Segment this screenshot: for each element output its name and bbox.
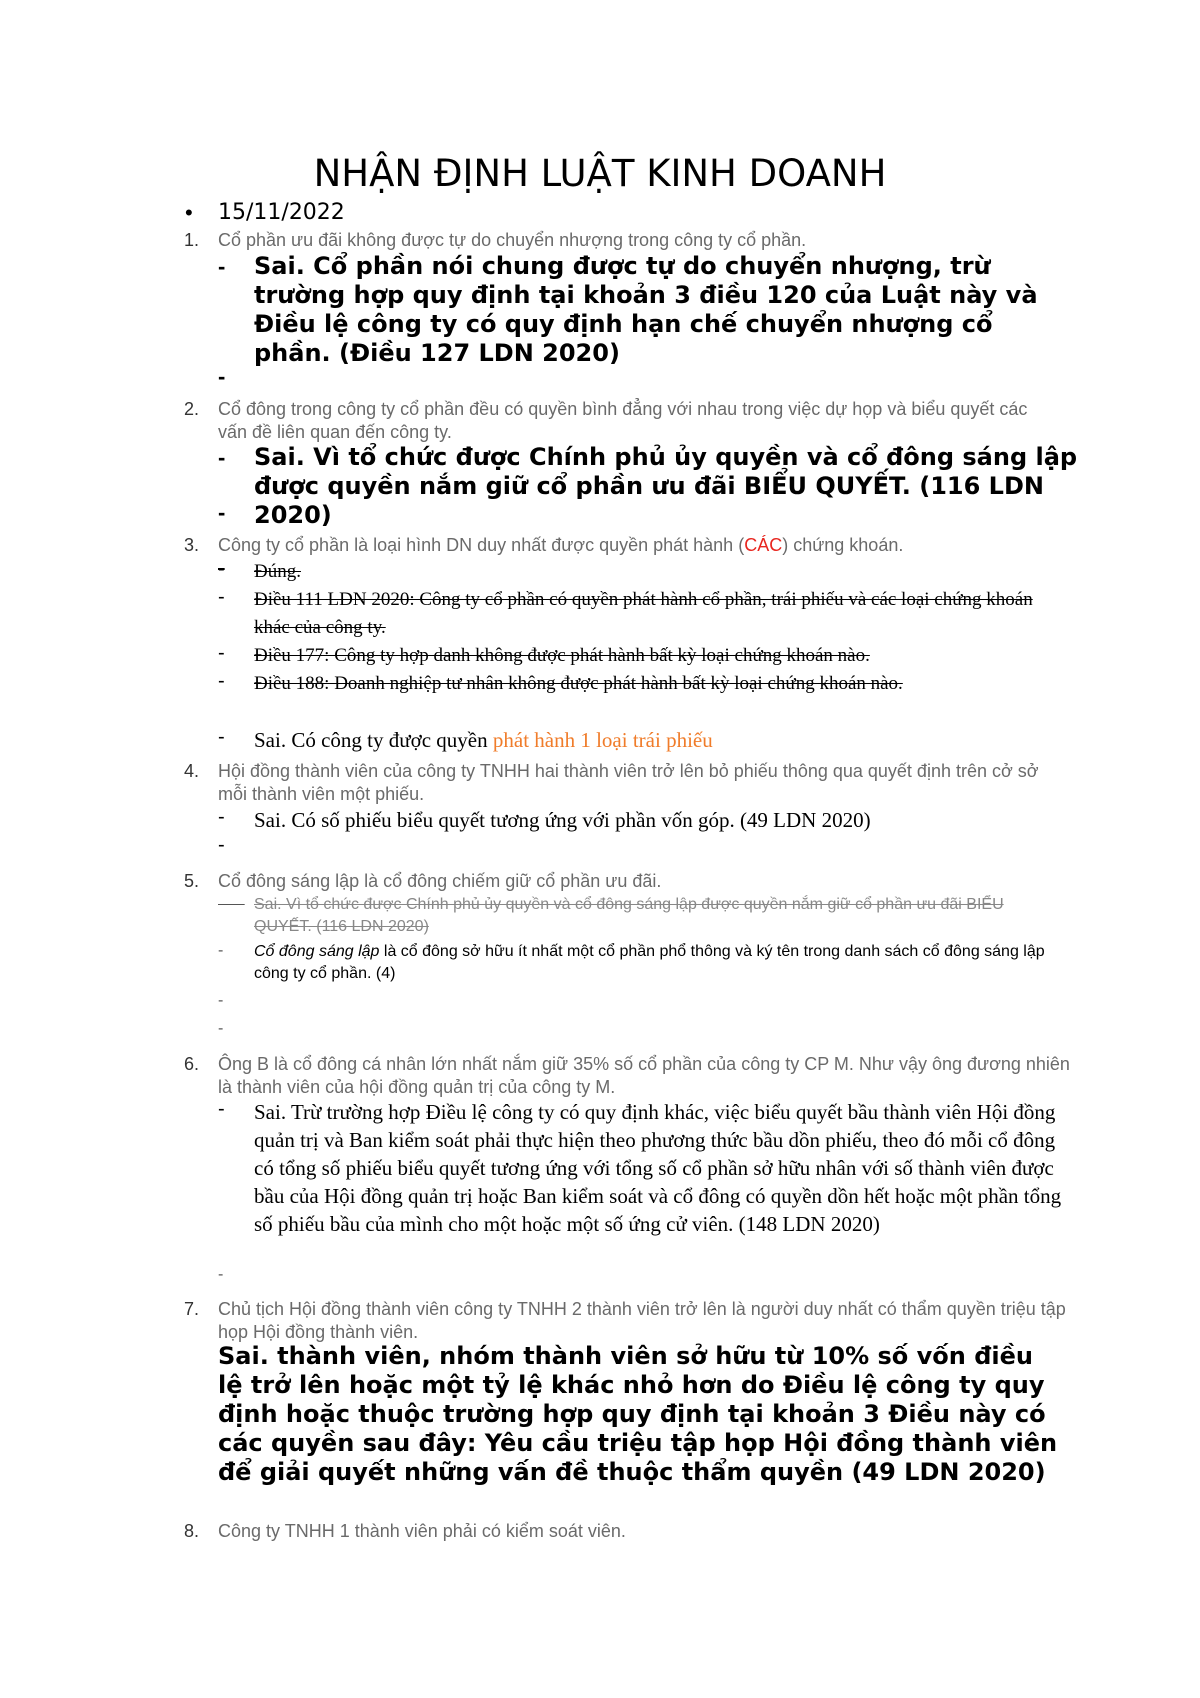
item-number: 8. bbox=[184, 1521, 200, 1541]
answer-text: Sai. Có số phiếu biểu quyết tương ứng với phần vốn góp. (49 LDN 2020) bbox=[254, 808, 871, 832]
question-text: Chủ tịch Hội đồng thành viên công ty TNHH 2 thành viên trở lên là người duy nhất có thẩm quyền triệu tập họp Hội đồng thành viên. bbox=[218, 1299, 1066, 1342]
struck-text: Sai. Vì tổ chức được Chính phủ ủy quyền và cổ đông sáng lập được quyền nắm giữ cổ phần ưu đãi BIỂU QUYẾT. (116 LDN 2020) bbox=[254, 896, 1004, 935]
struck-text: Điều 111 LDN 2020: Công ty cổ phần có quyền phát hành cổ phần, trái phiếu và các loại chứng khoán khác của công ty. bbox=[254, 589, 1033, 638]
item-number: 7. bbox=[184, 1299, 200, 1319]
item-number: 3. bbox=[184, 535, 200, 555]
item-number: 5. bbox=[184, 871, 200, 891]
dash-marker: - bbox=[218, 1020, 224, 1037]
highlight-text: phát hành 1 loại trái phiếu bbox=[492, 728, 713, 752]
dash-marker: - bbox=[218, 670, 225, 692]
answer-text: Sai. thành viên, nhóm thành viên sở hữu từ 10% số vốn điều lệ trở lên hoặc một tỷ lệ khác nhỏ hơn do Điều lệ công ty quy định hoặc thuộc trường hợp quy định tại khoản 3 Điều này có các quyền sau đây: Yêu cầu triệu tập họp Hội đồng thành viên để giải quyết những vấn đề thuộc thẩm quyền (49 LDN 2020) bbox=[218, 1342, 1058, 1486]
highlight-text: CÁC bbox=[744, 535, 783, 555]
bullet-marker: • bbox=[185, 200, 193, 225]
document-title: NHẬN ĐỊNH LUẬT KINH DOANH bbox=[313, 152, 887, 195]
dash-marker: - bbox=[218, 942, 224, 959]
dash-marker: - bbox=[218, 642, 225, 664]
answer-text: Sai. Có công ty được quyền phát hành 1 loại trái phiếu bbox=[254, 728, 713, 752]
item-number: 4. bbox=[184, 761, 200, 781]
dash-marker: - bbox=[218, 726, 225, 748]
answer-text: Sai. Cổ phần nói chung được tự do chuyển nhượng, trừ trường hợp quy định tại khoản 3 điều 120 của Luật này và Điều lệ công ty có quy định hạn chế chuyển nhượng cổ phần. (Điều 127 LDN 2020) bbox=[254, 252, 1038, 367]
struck-text: Đúng. bbox=[254, 561, 301, 582]
answer-text: Cổ đông sáng lập là cổ đông sở hữu ít nhất một cổ phần phổ thông và ký tên trong danh sách cổ đông sáng lập công ty cổ phần. (4) bbox=[254, 943, 1045, 982]
question-text: Công ty TNHH 1 thành viên phải có kiểm soát viên. bbox=[218, 1521, 626, 1541]
dash-marker: - bbox=[218, 586, 225, 608]
question-text: Hội đồng thành viên của công ty TNHH hai thành viên trở lên bỏ phiếu thông qua quyết định trên cở sở mỗi thành viên một phiếu. bbox=[218, 761, 1039, 804]
struck-text: Điều 188: Doanh nghiệp tư nhân không được phát hành bất kỳ loại chứng khoán nào. bbox=[254, 673, 903, 694]
dash-marker: - bbox=[218, 1266, 224, 1283]
item-number: 2. bbox=[184, 399, 200, 419]
question-text: Ông B là cổ đông cá nhân lớn nhất nắm giữ 35% số cổ phần của công ty CP M. Như vậy ông đương nhiên là thành viên của hội đồng quản trị của công ty M. bbox=[218, 1054, 1070, 1097]
dash-marker: - bbox=[218, 992, 224, 1009]
dash-marker: - bbox=[218, 558, 225, 580]
question-text: Công ty cổ phần là loại hình DN duy nhất được quyền phát hành (CÁC) chứng khoán. bbox=[218, 535, 904, 555]
item-number: 1. bbox=[184, 230, 200, 250]
question-text: Cổ đông trong công ty cổ phần đều có quyền bình đẳng với nhau trong việc dự họp và biểu quyết các vấn đề liên quan đến công ty. bbox=[218, 399, 1028, 442]
date-text: 15/11/2022 bbox=[218, 200, 345, 225]
dash-marker bbox=[218, 896, 254, 914]
dash-marker: - bbox=[218, 445, 226, 470]
dash-marker: - bbox=[218, 1098, 225, 1120]
dash-marker: - bbox=[218, 254, 226, 279]
dash-marker: - bbox=[218, 806, 225, 828]
dash-marker: - bbox=[218, 834, 225, 856]
item-number: 6. bbox=[184, 1054, 200, 1074]
dash-marker: - bbox=[218, 500, 226, 525]
question-text: Cổ đông sáng lập là cổ đông chiếm giữ cổ phần ưu đãi. bbox=[218, 871, 662, 891]
answer-text: Sai. Vì tổ chức được Chính phủ ủy quyền và cổ đông sáng lập được quyền nắm giữ cổ phần ưu đãi BIỂU QUYẾT. (116 LDN 2020) bbox=[254, 443, 1078, 529]
dash-marker: - bbox=[218, 364, 226, 389]
struck-text: Điều 177: Công ty hợp danh không được phát hành bất kỳ loại chứng khoán nào. bbox=[254, 645, 870, 666]
question-text: Cổ phần ưu đãi không được tự do chuyển nhượng trong công ty cổ phần. bbox=[218, 230, 807, 250]
answer-text: Sai. Trừ trường hợp Điều lệ công ty có quy định khác, việc biểu quyết bầu thành viên Hội đồng quản trị và Ban kiểm soát phải thực hiện theo phương thức bầu dồn phiếu, theo đó mỗi cổ đông có tổng số phiếu biểu quyết tương ứng với tổng số cổ phần sở hữu nhân với số thành viên được bầu của Hội đồng quản trị hoặc Ban kiểm soát và cổ đông có quyền dồn hết hoặc một phần tổng số phiếu bầu của mình cho một hoặc một số ứng cử viên. (148 LDN 2020) bbox=[254, 1100, 1062, 1236]
